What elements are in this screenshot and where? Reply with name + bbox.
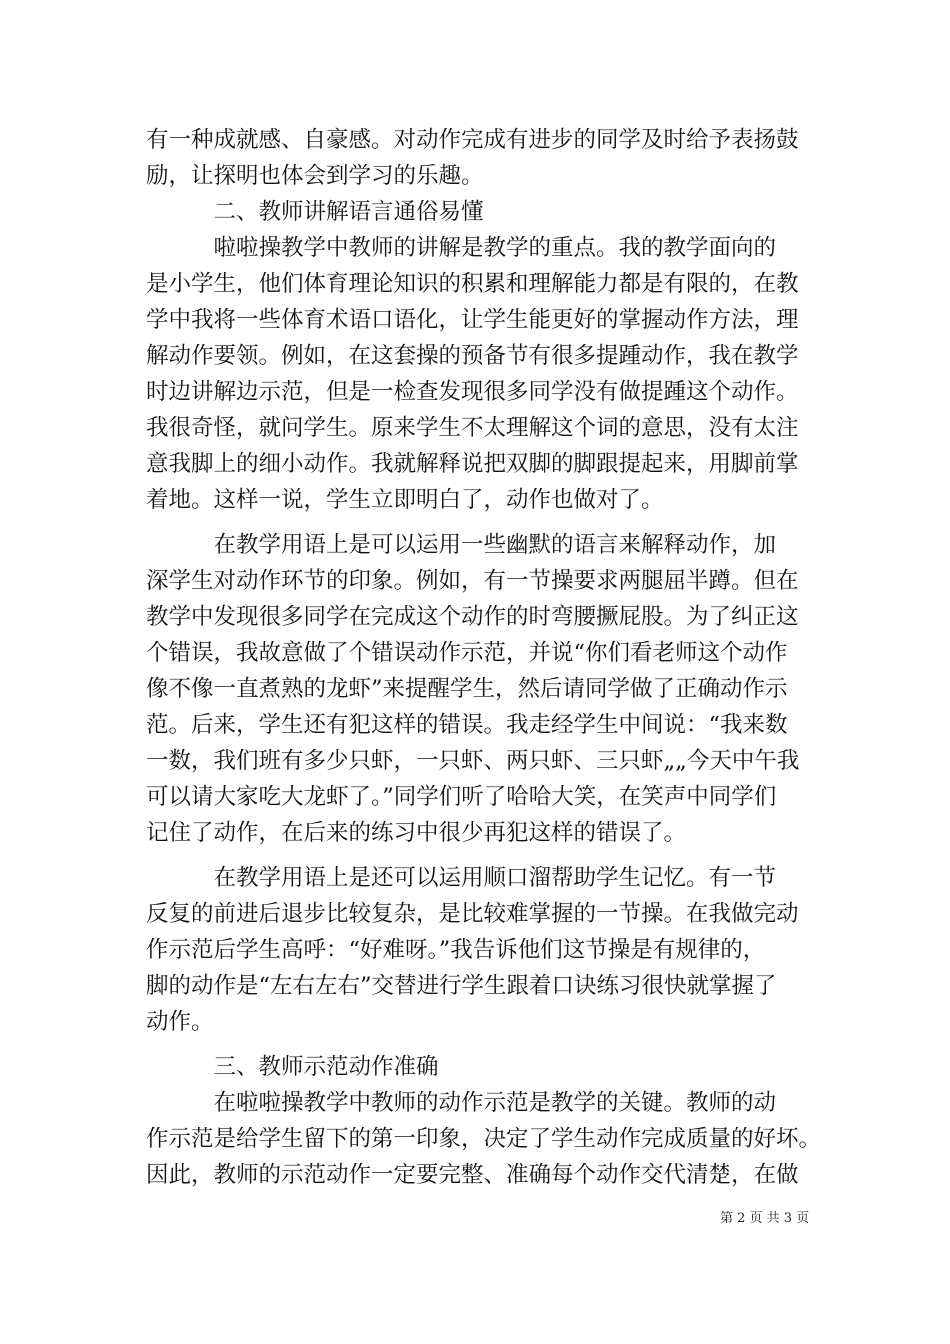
text-line: 作示范后学生高呼：“好难呀。”我告诉他们这节操是有规律的， — [146, 937, 766, 963]
text-line: 深学生对动作环节的印象。例如，有一节操要求两腿屈半蹲。但在 — [146, 568, 799, 594]
text-line: 有一种成就感、自豪感。对动作完成有进步的同学及时给予表扬鼓 — [146, 127, 799, 153]
text-line: 动作。 — [146, 1009, 214, 1035]
text-line: 意我脚上的细小动作。我就解释说把双脚的脚跟提起来，用脚前掌 — [146, 451, 799, 477]
text-line: 在教学用语上是还可以运用顺口溜帮助学生记忆。有一节 — [146, 865, 777, 891]
text-line: 教学中发现很多同学在完成这个动作的时弯腰撅屁股。为了纠正这 — [146, 604, 799, 630]
text-line: 励，让探明也体会到学习的乐趣。 — [146, 163, 484, 189]
text-line: 在啦啦操教学中教师的动作示范是教学的关键。教师的动 — [146, 1090, 777, 1116]
text-line: 着地。这样一说，学生立即明白了，动作也做对了。 — [146, 487, 664, 513]
text-line: 可以请大家吃大龙虾了。”同学们听了哈哈大笑，在笑声中同学们 — [146, 784, 777, 810]
text-line: 二、教师讲解语言通俗易懂 — [146, 199, 484, 225]
text-line: 我很奇怪，就问学生。原来学生不太理解这个词的意思，没有太注 — [146, 415, 799, 441]
text-line: 记住了动作，在后来的练习中很少再犯这样的错误了。 — [146, 820, 687, 846]
text-line: 个错误，我故意做了个错误动作示范，并说“你们看老师这个动作 — [146, 640, 788, 666]
text-line: 一数，我们班有多少只虾，一只虾、两只虾、三只虾„„今天中午我 — [146, 748, 800, 774]
text-line: 时边讲解边示范，但是一检查发现很多同学没有做提踵这个动作。 — [146, 379, 799, 405]
text-line: 作示范是给学生留下的第一印象，决定了学生动作完成质量的好坏。 — [146, 1126, 822, 1152]
page-footer: 第 2 页 共 3 页 — [720, 1211, 810, 1226]
text-line: 范。后来，学生还有犯这样的错误。我走经学生中间说：“我来数 — [146, 712, 788, 738]
text-line: 反复的前进后退步比较复杂，是比较难掌握的一节操。在我做完动 — [146, 901, 799, 927]
text-line: 三、教师示范动作准确 — [146, 1054, 439, 1080]
text-line: 在教学用语上是可以运用一些幽默的语言来解释动作，加 — [146, 532, 777, 558]
text-line: 像不像一直煮熟的龙虾”来提醒学生，然后请同学做了正确动作示 — [146, 676, 788, 702]
text-line: 啦啦操教学中教师的讲解是教学的重点。我的教学面向的 — [146, 235, 777, 261]
text-line: 学中我将一些体育术语口语化，让学生能更好的掌握动作方法，理 — [146, 307, 799, 333]
text-line: 是小学生，他们体育理论知识的积累和理解能力都是有限的，在教 — [146, 271, 799, 297]
text-line: 解动作要领。例如，在这套操的预备节有很多提踵动作，我在教学 — [146, 343, 799, 369]
text-line: 因此，教师的示范动作一定要完整、准确每个动作交代清楚，在做 — [146, 1162, 799, 1188]
text-line: 脚的动作是“左右左右”交替进行学生跟着口诀练习很快就掌握了 — [146, 973, 777, 999]
